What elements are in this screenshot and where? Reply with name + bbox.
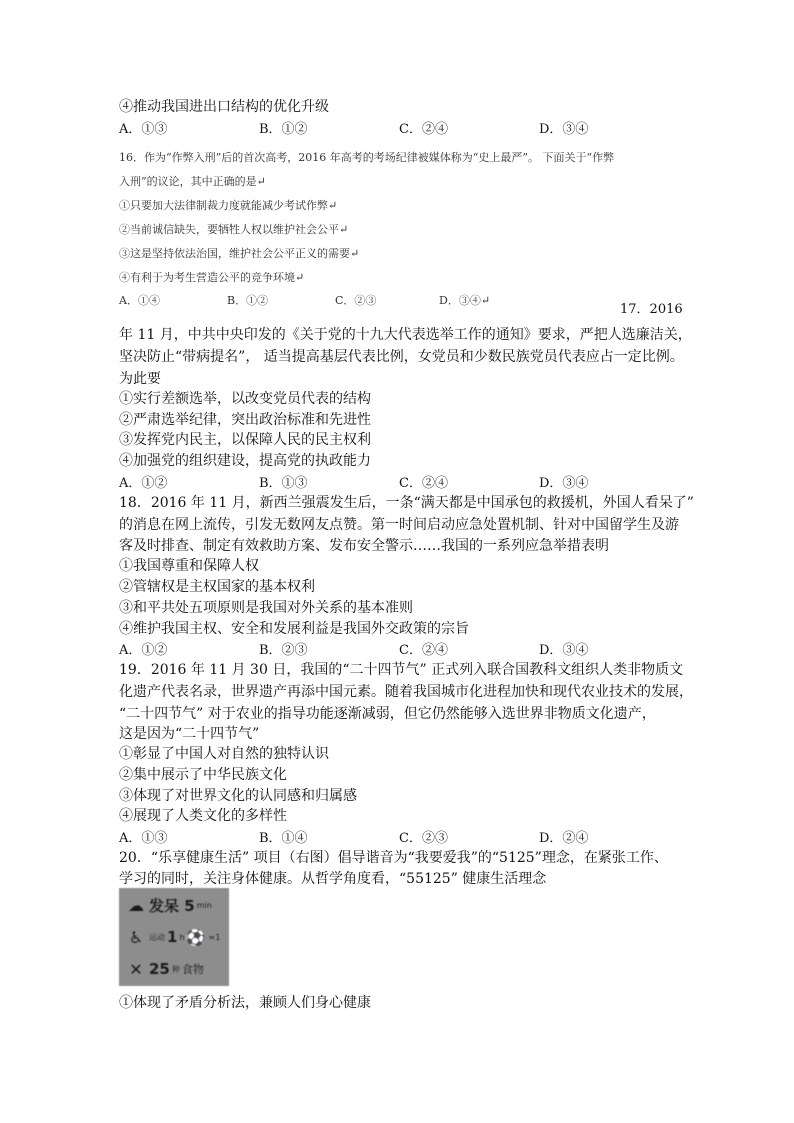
q19-stem-line-3: “二十四节气” 对于农业的指导功能逐渐减弱，但它仍然能够入选世界非物质文化遗产， — [119, 706, 656, 722]
q19-option-d: D．②④ — [539, 831, 589, 846]
q19-option-b: B．①④ — [259, 831, 308, 846]
q17-item-4: ④加强党的组织建设，提高党的执政能力 — [119, 453, 371, 469]
q19-stem-line-1: 19．2016 年 11 月 30 日，我国的“二十四节气” 正式列入联合国教科文组织人类非物质文 — [119, 662, 684, 678]
q18-stem-line-1: 18．2016 年 11 月，新西兰强震发生后，一条“满天都是中国承包的救援机，外国人看呆了” — [119, 495, 694, 511]
q16-option-b: B．①② — [227, 294, 269, 307]
q20-item-1: ①体现了矛盾分析法，兼顾人们身心健康 — [119, 995, 371, 1011]
figure-exercise-text: 1 — [167, 928, 178, 946]
q15-option-c: C．②④ — [399, 122, 448, 137]
q17-option-d: D．③④ — [539, 476, 589, 491]
figure-rest-unit: min — [196, 900, 212, 910]
q15-item-4: ④推动我国进出口结构的优化升级 — [119, 99, 329, 115]
q17-stem-line-3: 为此要 — [119, 371, 161, 387]
q16-option-d: D．③④↵ — [439, 294, 491, 307]
q17-item-3: ③发挥党内民主，以保障人民的民主权利 — [119, 432, 371, 448]
q17-option-b: B．①③ — [259, 476, 308, 491]
q20-stem-line-2: 学习的同时，关注身体健康。从哲学角度看，“55125” 健康生活理念 — [119, 871, 547, 887]
q16-options — [119, 292, 491, 308]
q18-item-1: ①我国尊重和保障人权 — [119, 558, 259, 574]
q16-stem-line-1: 16．作为“作弊入刑”后的首次高考，2016 年高考的考场纪律被媒体称为“史上最严”。 下面关于“作弊 — [119, 151, 615, 164]
q19-item-4: ④展现了人类文化的多样性 — [119, 808, 287, 824]
q18-item-3: ③和平共处五项原则是我国对外关系的基本准则 — [119, 600, 413, 616]
bed-icon: ☁ — [128, 895, 144, 915]
figure-food-text: 25 — [149, 960, 170, 978]
q18-stem-line-3: 客及时排查、制定有效救助方案、发布安全警示……我国的一系列应急举措表明 — [119, 538, 609, 554]
figure-rest-text: 发呆 5 — [149, 896, 195, 915]
q16-option-a: A．①④ — [119, 294, 160, 307]
figure-row-rest — [125, 892, 212, 918]
q19-stem-line-2: 化遗产代表名录，世界遗产再添中国元素。随着我国城市化进程加快和现代农业技术的发展， — [119, 684, 693, 700]
figure-row-food — [125, 956, 204, 982]
q18-item-2: ②管辖权是主权国家的基本权利 — [119, 579, 315, 595]
health-5125-figure — [119, 888, 229, 986]
q17-options — [119, 472, 679, 492]
q18-option-c: C．②④ — [399, 643, 448, 658]
q17-item-1: ①实行差额选举，以改变党员代表的结构 — [119, 391, 371, 407]
runner-icon: ♿ — [128, 927, 144, 947]
q18-stem-line-2: 的消息在网上流传，引发无数网友点赞。第一时间启动应急处置机制、针对中国留学生及游 — [119, 517, 679, 533]
q16-stem-line-2: 入刑”的议论，其中正确的是↵ — [119, 175, 266, 188]
q17-item-2: ②严肃选举纪律，突出政治标准和先进性 — [119, 412, 371, 428]
q19-option-c: C．②③ — [399, 831, 448, 846]
q17-option-a: A．①② — [119, 476, 168, 491]
q16-item-3: ③这是坚持依法治国，维护社会公平正义的需要↵ — [119, 247, 360, 260]
q19-option-a: A．①③ — [119, 831, 168, 846]
q16-option-c: C．②③ — [335, 294, 377, 307]
q20-stem-line-1: 20．“乐享健康生活” 项目（右图）倡导谐音为“我要爱我”的“5125”理念，在紧张工作、 — [119, 850, 668, 866]
q19-item-2: ②集中展示了中华民族文化 — [119, 767, 287, 783]
q16-item-4: ④有利于为考生营造公平的竞争环境↵ — [119, 271, 305, 284]
q15-option-d: D．③④ — [539, 122, 589, 137]
figure-food-unit: 种 — [171, 964, 180, 974]
q19-options — [119, 827, 679, 847]
figure-exercise-unit: h — [179, 932, 185, 942]
q17-option-c: C．②④ — [399, 476, 448, 491]
q17-stem-line-2: 坚决防止“带病提名”， 适当提高基层代表比例，女党员和少数民族党员代表应占一定比例。 — [119, 349, 684, 365]
q18-option-d: D．③④ — [539, 643, 589, 658]
figure-exercise-label: 运动 — [149, 932, 165, 942]
ball-icon: ⚽ — [185, 927, 206, 947]
q18-options — [119, 639, 679, 659]
q17-number: 17．2016 — [620, 302, 683, 317]
figure-food-label: 食物 — [181, 963, 204, 976]
utensils-icon: ✕ — [129, 959, 143, 979]
q19-stem-line-4: 这是因为“二十四节气” — [119, 726, 260, 742]
q15-options — [119, 118, 679, 138]
q15-option-b: B．①② — [259, 122, 308, 137]
figure-row-exercise — [125, 924, 220, 950]
q19-item-1: ①彰显了中国人对自然的独特认识 — [119, 746, 329, 762]
q16-item-2: ②当前诚信缺失，要牺牲人权以维护社会公平↵ — [119, 223, 349, 236]
q18-option-b: B．②③ — [259, 643, 308, 658]
q16-item-1: ①只要加大法律制裁力度就能减少考试作弊↵ — [119, 199, 338, 212]
q17-stem-line-1: 年 11 月，中共中央印发的《关于党的十九大代表选举工作的通知》要求，严把人选廉洁关， — [119, 327, 692, 343]
figure-exercise-small: ≈1 — [208, 932, 221, 942]
q19-item-3: ③体现了对世界文化的认同感和归属感 — [119, 788, 357, 804]
q18-option-a: A．①② — [119, 643, 168, 658]
q18-item-4: ④维护我国主权、安全和发展利益是我国外交政策的宗旨 — [119, 621, 469, 637]
q15-option-a: A．①③ — [119, 122, 168, 137]
